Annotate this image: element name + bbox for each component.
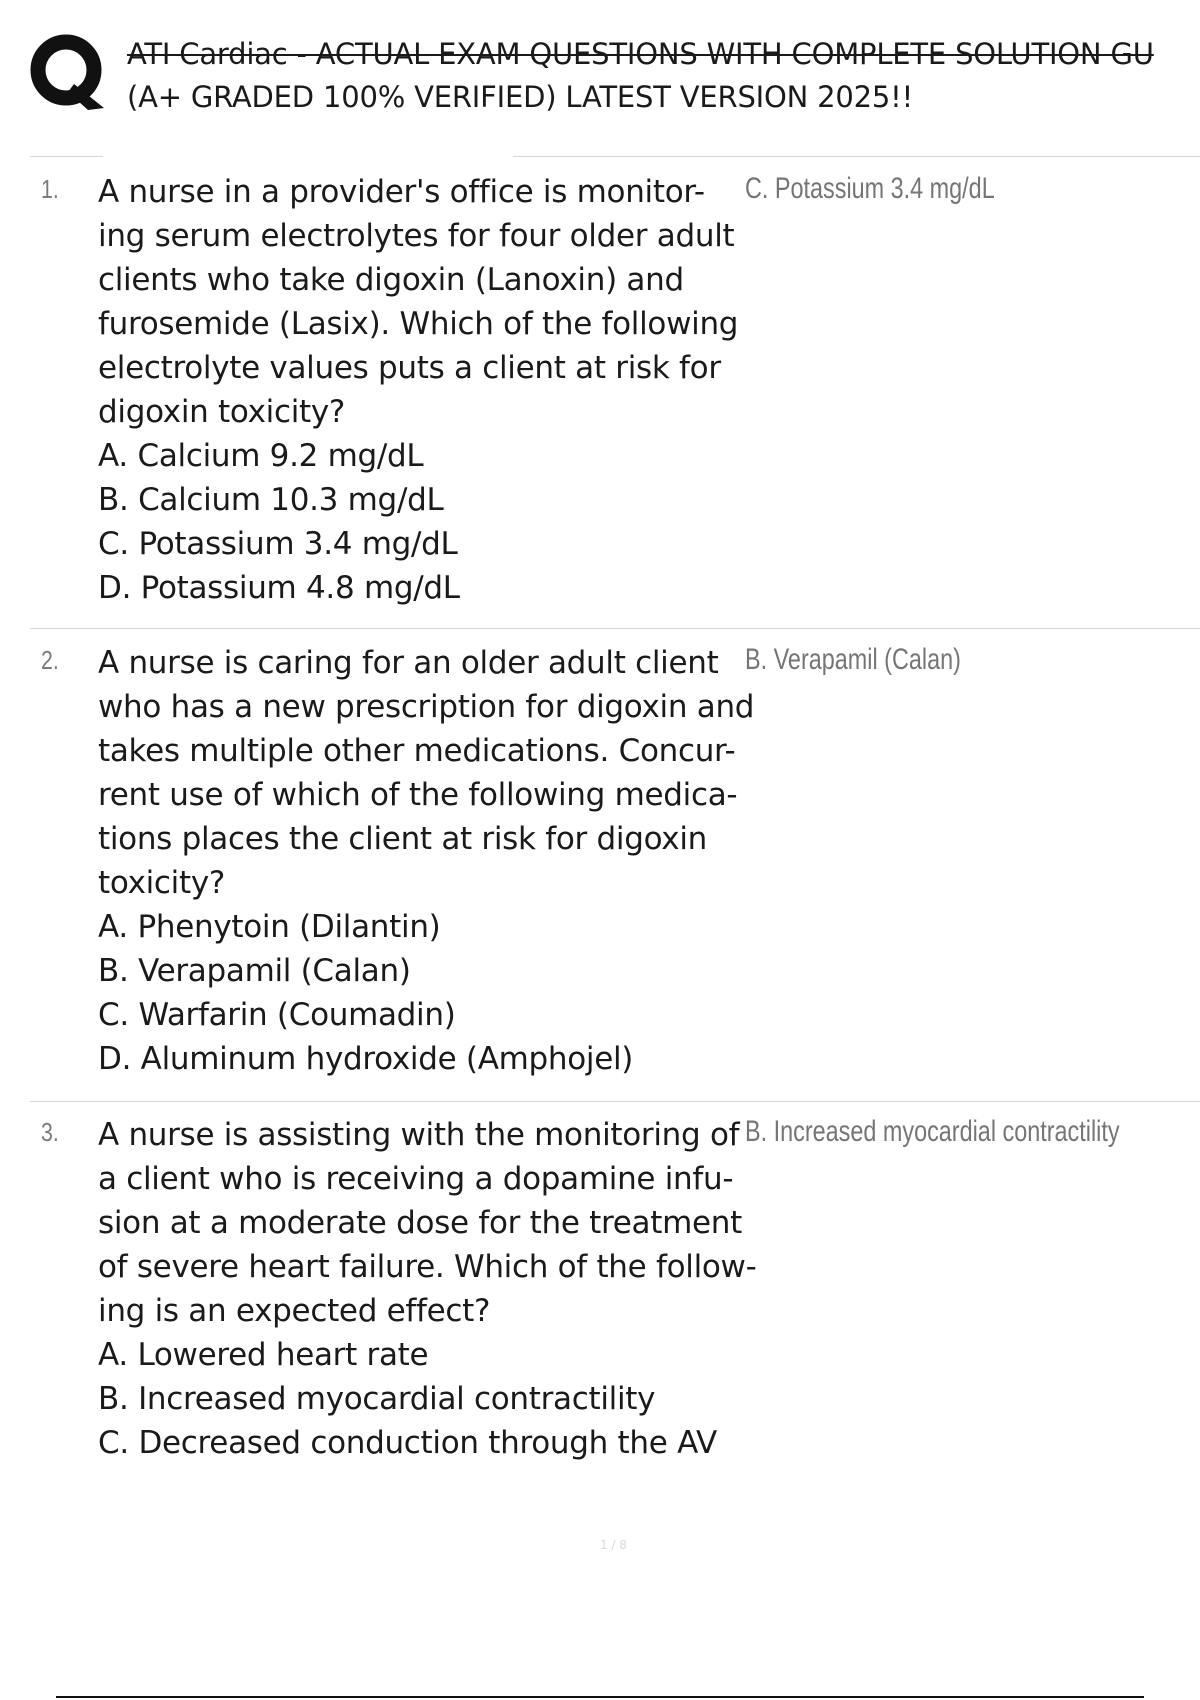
answer-option: B. Verapamil (Calan) xyxy=(98,953,411,989)
answer-option: D. Aluminum hydroxide (Amphojel) xyxy=(98,1041,634,1077)
answer-option: D. Potassium 4.8 mg/dL xyxy=(98,570,460,606)
footer-divider xyxy=(56,1696,1144,1698)
correct-answer: C. Potassium 3.4 mg/dL xyxy=(745,172,995,205)
question-line: digoxin toxicity? xyxy=(98,394,346,430)
q-logo-icon xyxy=(30,30,108,112)
answer-option: A. Phenytoin (Dilantin) xyxy=(98,909,441,945)
question-line: ing is an expected effect? xyxy=(98,1293,491,1329)
question-line: A nurse is caring for an older adult client xyxy=(98,645,719,681)
header-divider-right xyxy=(513,156,1200,157)
answer-option: B. Increased myocardial contractility xyxy=(98,1381,656,1417)
question-line: a client who is receiving a dopamine infu- xyxy=(98,1161,734,1197)
question-line: toxicity? xyxy=(98,865,226,901)
question-line: A nurse is assisting with the monitoring of xyxy=(98,1117,740,1153)
question-line: takes multiple other medications. Concur- xyxy=(98,733,736,769)
question-number: 1. xyxy=(41,174,59,204)
correct-answer: B. Verapamil (Calan) xyxy=(745,643,961,676)
correct-answer: B. Increased myocardial contractility xyxy=(745,1115,1120,1148)
question-line: of severe heart failure. Which of the follow- xyxy=(98,1249,757,1285)
question-text xyxy=(98,641,778,1081)
answer-option: C. Warfarin (Coumadin) xyxy=(98,997,456,1033)
answer-option: A. Lowered heart rate xyxy=(98,1337,429,1373)
question-line: electrolyte values puts a client at risk for xyxy=(98,350,721,386)
row-divider xyxy=(30,628,1200,629)
question-text xyxy=(98,1113,778,1465)
document-title-line-2: (A+ GRADED 100% VERIFIED) LATEST VERSION 2025!! xyxy=(127,80,914,114)
question-text xyxy=(98,170,778,610)
answer-option: B. Calcium 10.3 mg/dL xyxy=(98,482,444,518)
answer-option: A. Calcium 9.2 mg/dL xyxy=(98,438,424,474)
question-line: rent use of which of the following medica- xyxy=(98,777,738,813)
question-line: who has a new prescription for digoxin and xyxy=(98,689,755,725)
question-line: furosemide (Lasix). Which of the following xyxy=(98,306,739,342)
document-title-line-1: ATI Cardiac - ACTUAL EXAM QUESTIONS WITH COMPLETE SOLUTION GU xyxy=(127,37,1154,71)
answer-option: C. Potassium 3.4 mg/dL xyxy=(98,526,458,562)
row-divider xyxy=(30,1101,1200,1102)
question-line: sion at a moderate dose for the treatment xyxy=(98,1205,742,1241)
question-line: clients who take digoxin (Lanoxin) and xyxy=(98,262,684,298)
answer-option: C. Decreased conduction through the AV xyxy=(98,1425,717,1461)
question-line: ing serum electrolytes for four older adult xyxy=(98,218,735,254)
page-number: 1 / 8 xyxy=(600,1538,627,1552)
header-divider-left xyxy=(30,156,103,157)
document-title xyxy=(127,34,1154,117)
question-number: 2. xyxy=(41,645,59,675)
question-line: tions places the client at risk for digoxin xyxy=(98,821,708,857)
question-line: A nurse in a provider's office is monitor- xyxy=(98,174,705,210)
question-number: 3. xyxy=(41,1117,59,1147)
